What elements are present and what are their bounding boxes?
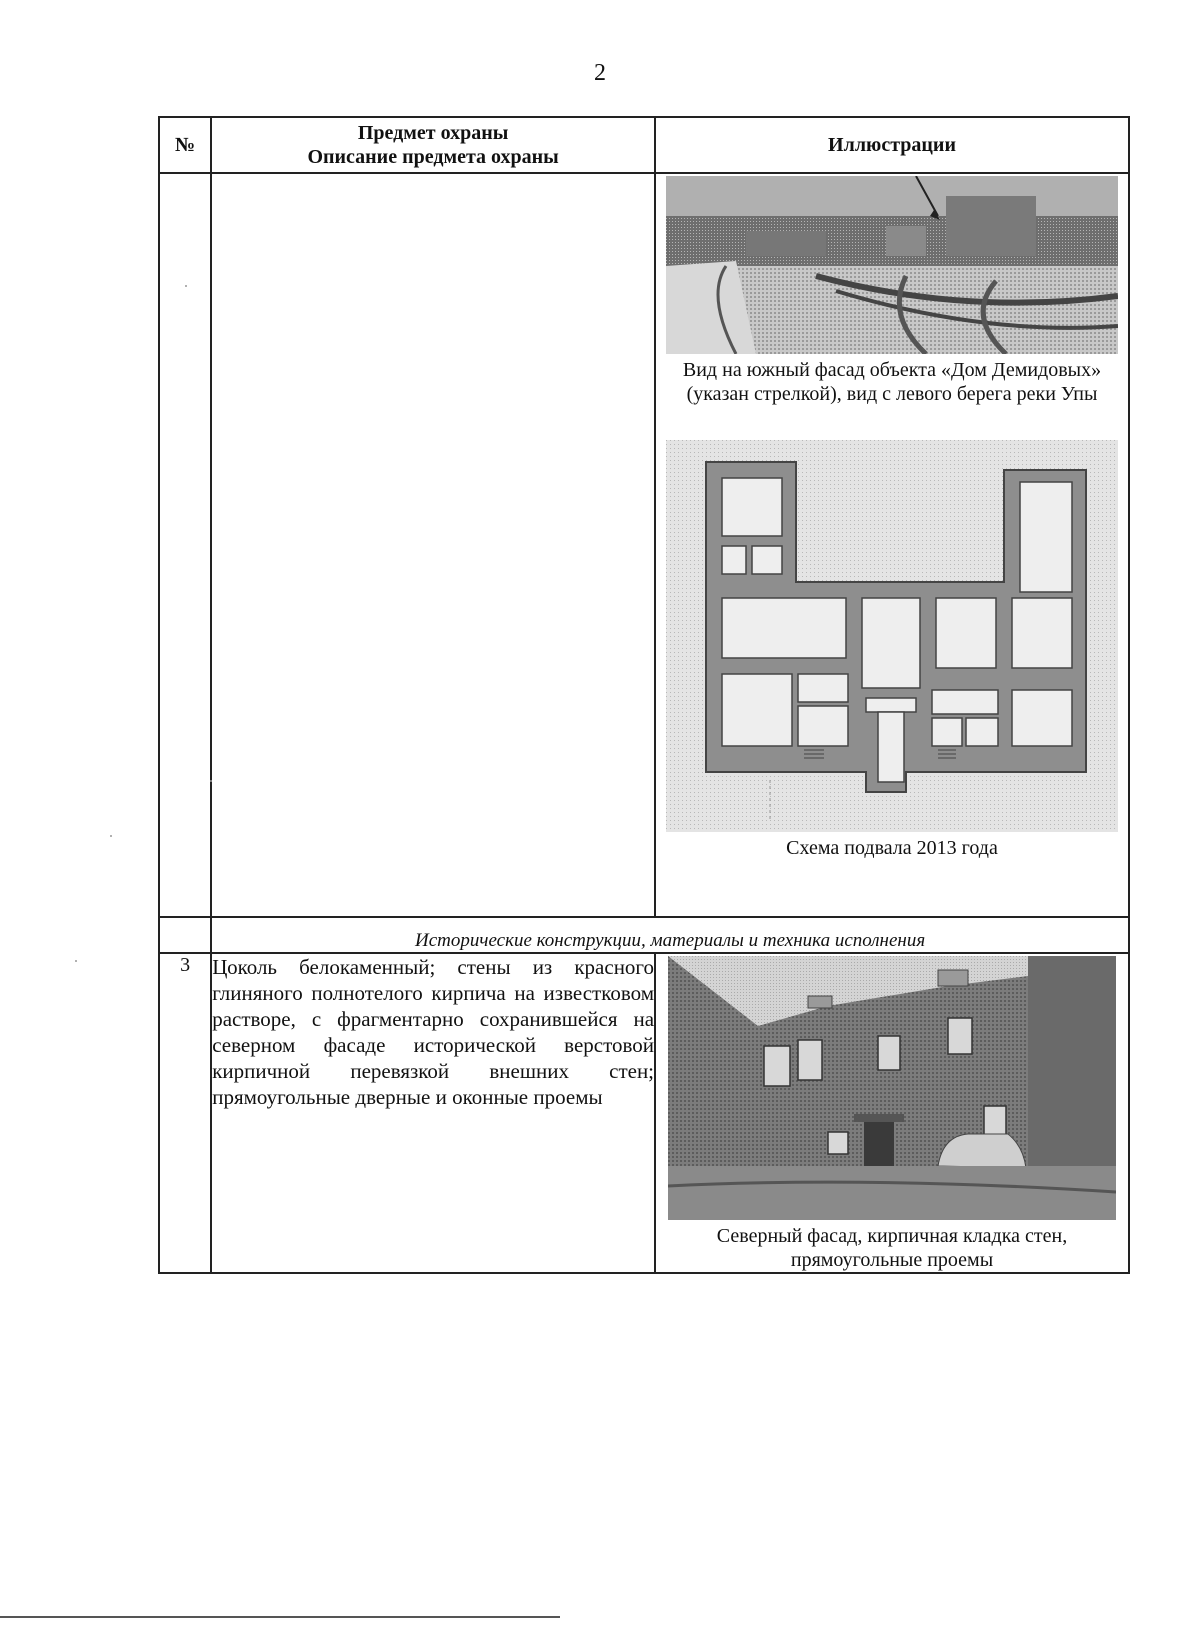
basement-plan-2013-image — [666, 440, 1118, 832]
table-header-row — [159, 117, 1129, 173]
row-number: 3 — [159, 953, 211, 1273]
section-heading-row — [159, 917, 1129, 953]
scan-speck — [110, 835, 112, 837]
south-facade-panorama-photo — [666, 176, 1118, 354]
header-subject — [211, 117, 655, 173]
section-number-empty — [159, 917, 211, 953]
table-row-3 — [159, 953, 1129, 1273]
bottom-edge-line — [0, 1616, 560, 1618]
cell-illustrations — [655, 173, 1129, 917]
section-heading: Исторические конструкции, материалы и техника исполнения — [211, 917, 1129, 953]
table-row-continued — [159, 173, 1129, 917]
protection-subject-table — [158, 116, 1130, 1274]
page-number: 2 — [594, 60, 606, 86]
row-description: Цоколь белокаменный; стены из красного глиняного полнотелого кирпича на известковом растворе, с фрагментарно сохранившейся на северном фасаде исторической верстовой кирпичной перевязкой внешних стен; прямоугольные дверные и оконные проемы — [211, 953, 655, 1273]
header-number: № — [159, 117, 211, 173]
cell-description-empty — [211, 173, 655, 917]
scan-speck — [185, 285, 187, 287]
header-subject-description: Описание предмета охраны — [307, 146, 559, 168]
caption-basement-plan: Схема подвала 2013 года — [786, 837, 998, 859]
caption-north-facade: Северный фасад, кирпичная кладка стен, прямоугольные проемы — [716, 1225, 1068, 1271]
scan-speck — [75, 960, 77, 962]
header-illustrations: Иллюстрации — [655, 117, 1129, 173]
north-facade-photo — [668, 956, 1116, 1220]
caption-south-facade: Вид на южный фасад объекта «Дом Демидовых» (указан стрелкой), вид с левого берега реки Упы — [682, 359, 1102, 405]
scan-speck — [210, 780, 212, 782]
header-subject-title: Предмет охраны — [357, 122, 509, 144]
cell-north-facade — [655, 953, 1129, 1273]
